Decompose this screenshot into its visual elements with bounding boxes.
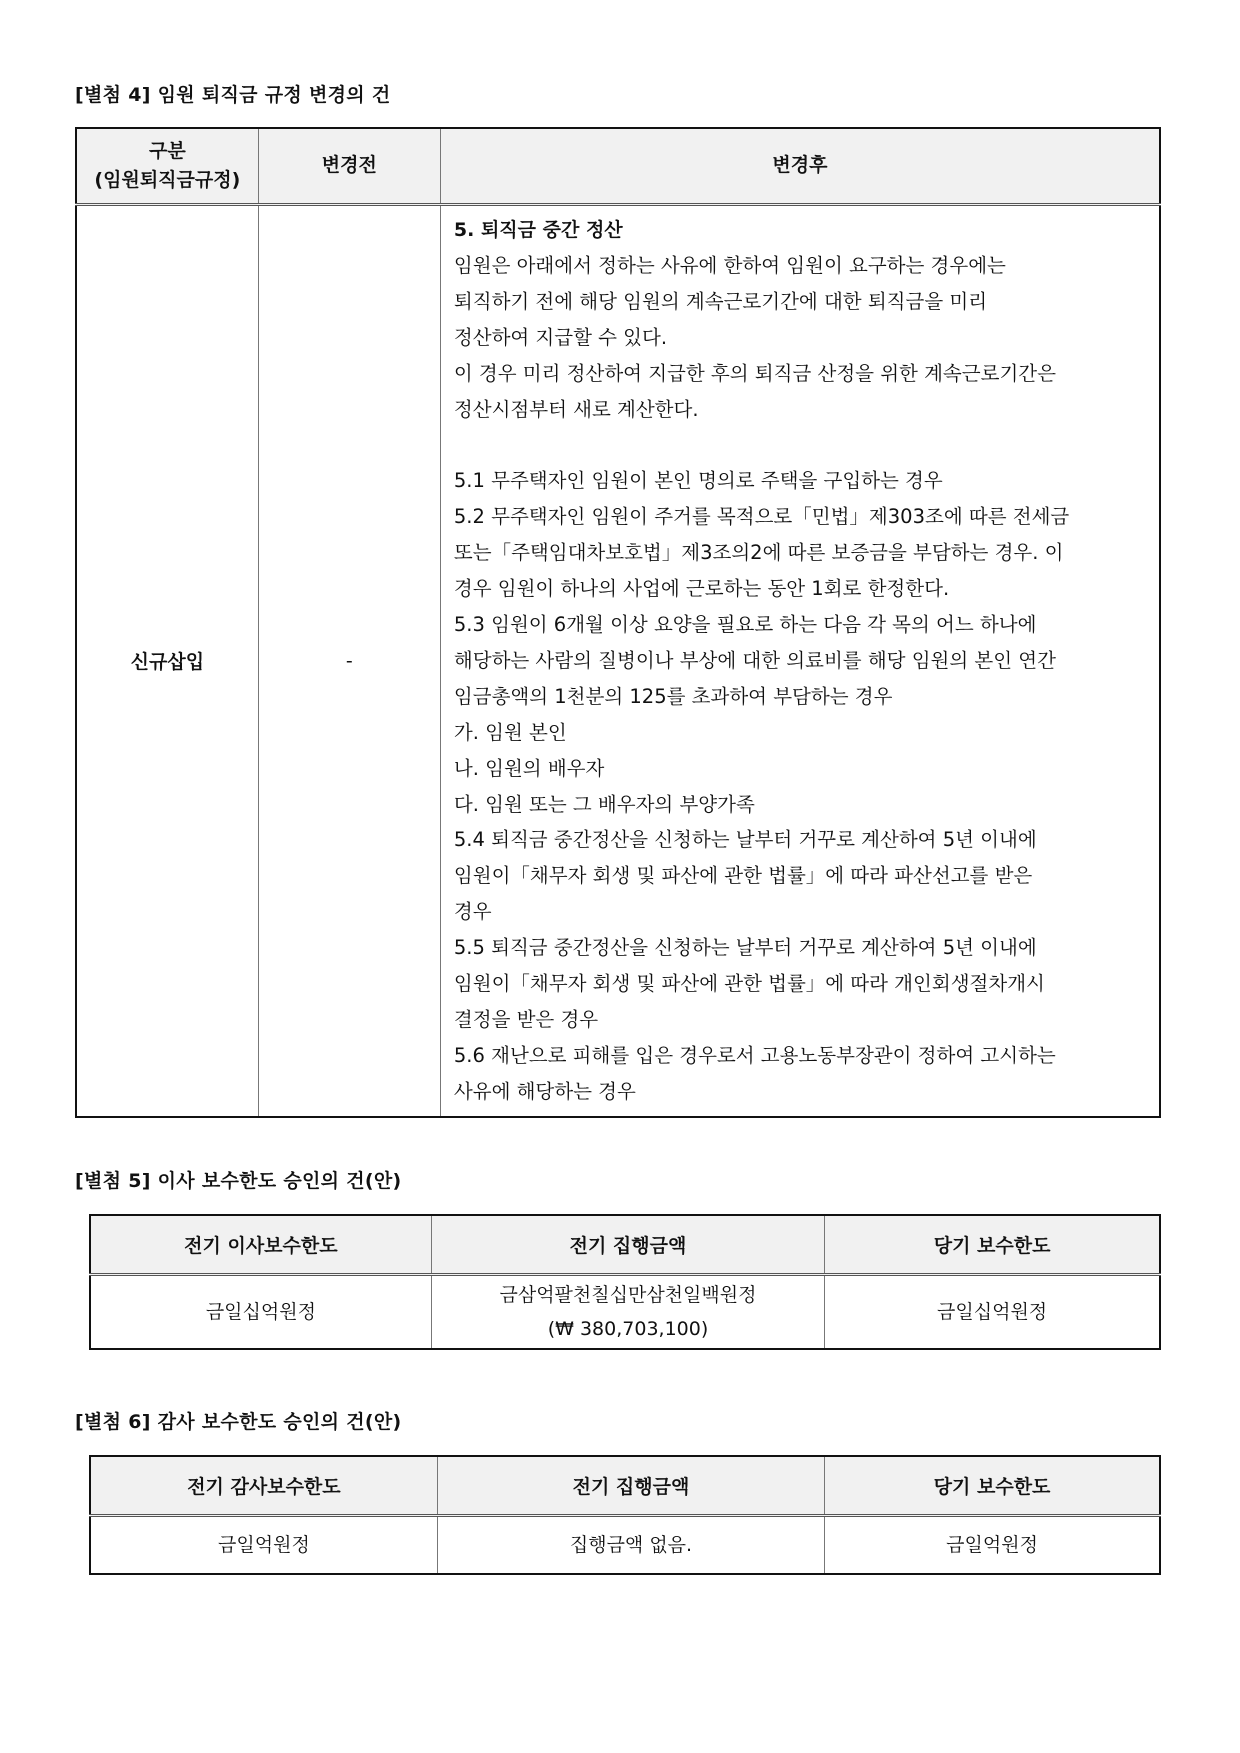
cell-prior-auditor-limit: 금일억원정 [90,1516,437,1575]
after-line: 또는「주택임대차보호법」제3조의2에 따른 보증금을 부담하는 경우. 이 [453,541,1064,565]
after-line: 정산하여 지급할 수 있다. [453,325,668,349]
header-current-limit: 당기 보수한도 [825,1215,1160,1275]
after-line: 임원이「채무자 회생 및 파산에 관한 법률」에 따라 파산선고를 받은 [453,864,1033,888]
appendix5-title: [별첨 5] 이사 보수한도 승인의 건(안) [75,1170,402,1192]
after-line: 5.5 퇴직금 중간정산을 신청하는 날부터 거꾸로 계산하여 5년 이내에 [453,936,1037,960]
header-category-line1: 구분 [149,139,186,162]
after-line: 경우 임원이 하나의 사업에 근로하는 동안 1회로 한정한다. [453,577,950,601]
cell-before: - [258,205,440,1117]
appendix4-header-row [76,128,1160,205]
appendix6-table [89,1455,1161,1575]
cell-category: 신규삽입 [76,205,258,1117]
appendix4-body-row [76,205,1160,1117]
header-after: 변경후 [440,128,1160,205]
after-line: 5.3 임원이 6개월 이상 요양을 필요로 하는 다음 각 목의 어느 하나에 [453,613,1037,637]
after-line [454,428,1147,464]
after-line: 5.6 재난으로 피해를 입은 경우로서 고용노동부장관이 정하여 고시하는 [453,1043,1056,1067]
appendix5-header-row [90,1215,1160,1275]
after-line: 결정을 받은 경우 [453,1008,599,1032]
after-lines [454,248,1147,1110]
appendix4-title: [별첨 4] 임원 퇴직금 규정 변경의 건 [75,84,391,106]
cell-after [440,205,1160,1117]
after-line: 5.2 무주택자인 임원이 주거를 목적으로「민법」제303조에 따른 전세금 [453,505,1070,529]
after-line: 사유에 해당하는 경우 [453,1079,636,1103]
header-prior-director-limit: 전기 이사보수한도 [90,1215,431,1275]
after-line: 경우 [453,900,492,924]
after-line: 이 경우 미리 정산하여 지급한 후의 퇴직금 산정을 위한 계속근로기간은 [453,361,1056,385]
header-before: 변경전 [258,128,440,205]
executed-korean: 금삼억팔천칠십만삼천일백원정 [499,1284,757,1306]
header-prior-executed: 전기 집행금액 [431,1215,824,1275]
executed-amount: (₩ 380,703,100) [547,1318,709,1340]
cell-current-limit: 금일십억원정 [937,1301,1048,1323]
cell-prior-director-limit: 금일십억원정 [90,1275,431,1350]
appendix5-table [89,1214,1161,1350]
after-line: 가. 임원 본인 [453,720,567,744]
after-line: 퇴직하기 전에 해당 임원의 계속근로기간에 대한 퇴직금을 미리 [453,289,988,313]
after-line: 5.4 퇴직금 중간정산을 신청하는 날부터 거꾸로 계산하여 5년 이내에 [453,828,1037,852]
after-title: 5. 퇴직금 중간 정산 [453,219,623,241]
appendix4-table [75,127,1161,1118]
cell-prior-executed: 집행금액 없음. [437,1516,824,1575]
appendix6-title: [별첨 6] 감사 보수한도 승인의 건(안) [75,1411,402,1433]
after-line: 정산시점부터 새로 계산한다. [453,397,699,421]
header-prior-auditor-limit: 전기 감사보수한도 [90,1456,437,1516]
cell-prior-executed [431,1275,824,1350]
after-line: 나. 임원의 배우자 [453,756,605,780]
after-line: 임원이「채무자 회생 및 파산에 관한 법률」에 따라 개인회생절차개시 [453,972,1045,996]
header-current-limit: 당기 보수한도 [825,1456,1160,1516]
after-line: 임원은 아래에서 정하는 사유에 한하여 임원이 요구하는 경우에는 [453,254,1006,277]
cell-current-limit: 금일억원정 [946,1534,1038,1556]
after-line: 임금총액의 1천분의 125를 초과하여 부담하는 경우 [453,684,893,708]
header-category [76,128,258,205]
appendix5-body-row [90,1275,1160,1350]
header-prior-executed: 전기 집행금액 [437,1456,824,1516]
after-line: 5.1 무주택자인 임원이 본인 명의로 주택을 구입하는 경우 [453,469,943,493]
after-line: 다. 임원 또는 그 배우자의 부양가족 [453,792,755,816]
header-category-line2: (임원퇴직금규정) [94,169,241,191]
appendix6-header-row [90,1456,1160,1516]
appendix6-body-row [90,1516,1160,1575]
after-line: 해당하는 사람의 질병이나 부상에 대한 의료비를 해당 임원의 본인 연간 [453,648,1056,672]
